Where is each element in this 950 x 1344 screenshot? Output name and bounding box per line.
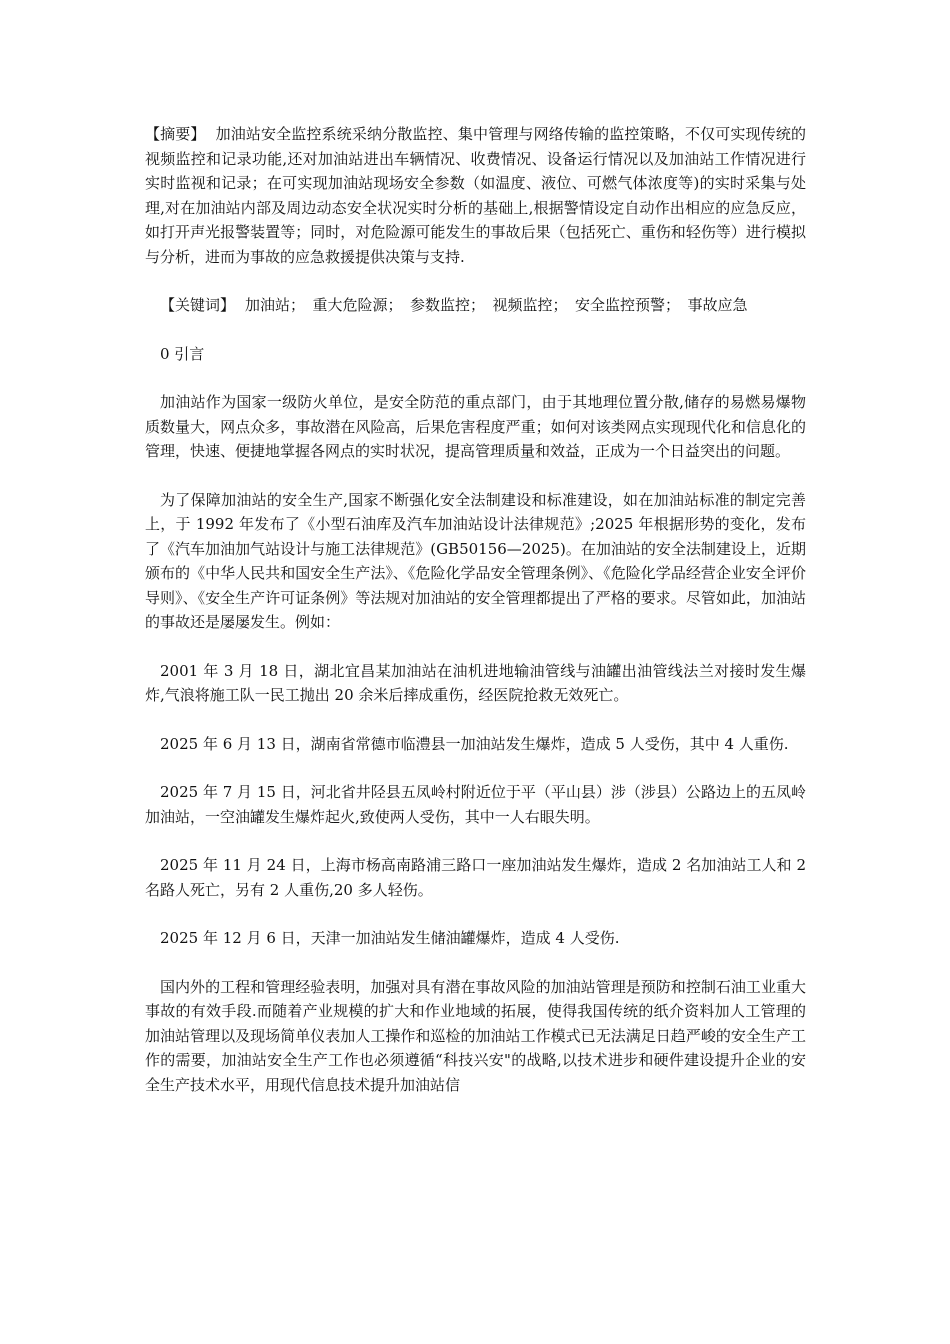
body-paragraph: 国内外的工程和管理经验表明，加强对具有潜在事故风险的加油站管理是预防和控制石油工业重大事故的有效手段.而随着产业规模的扩大和作业地域的拓展，使得我国传统的纸介资料加人工管理的加油站管理以及现场简单仪表加人工操作和巡检的加油站工作模式已无法满足日趋严峻的安全生产工作的需要，加油站安全生产工作也必须遵循“科技兴安"的战略,以技术进步和硬件建设提升企业的安全生产技术水平，用现代信息技术提升加油站信 bbox=[145, 977, 806, 1094]
paragraph-gap bbox=[145, 464, 806, 488]
paragraph-gap bbox=[145, 756, 806, 780]
abstract-paragraph bbox=[145, 122, 806, 269]
incident-paragraph: 2025 年 11 月 24 日，上海市杨高南路浦三路口一座加油站发生爆炸，造成 2 名加油站工人和 2 名路人死亡，另有 2 人重伤,20 多人轻伤。 bbox=[145, 856, 806, 899]
paragraph-gap bbox=[145, 366, 806, 390]
body-paragraph: 加油站作为国家一级防火单位，是安全防范的重点部门，由于其地理位置分散,储存的易燃易爆物质数量大，网点众多，事故潜在风险高，后果危害程度严重；如何对该类网点实现现代化和信息化的管理，快速、便捷地掌握各网点的实时状况，提高管理质量和效益，正成为一个日益突出的问题。 bbox=[145, 393, 806, 460]
paragraph-gap bbox=[145, 635, 806, 659]
document-page bbox=[145, 122, 806, 1097]
incident-paragraph: 2001 年 3 月 18 日，湖北宜昌某加油站在油机进地输油管线与油罐出油管线法兰对接时发生爆炸,气浪将施工队一民工抛出 20 余米后摔成重伤，经医院抢救无效死亡。 bbox=[145, 661, 806, 704]
paragraph-gap bbox=[145, 318, 806, 342]
paragraph-gap bbox=[145, 902, 806, 926]
section-title: 0 引言 bbox=[160, 344, 205, 363]
keywords-label: 【关键词】 bbox=[160, 296, 236, 314]
incident-paragraph: 2025 年 6 月 13 日，湖南省常德市临澧县一加油站发生爆炸，造成 5 人受伤，其中 4 人重伤. bbox=[160, 734, 789, 753]
abstract-label: 【摘要】 bbox=[145, 125, 206, 143]
paragraph-gap bbox=[145, 708, 806, 732]
body-paragraph: 为了保障加油站的安全生产,国家不断强化安全法制建设和标准建设，如在加油站标准的制定完善上，于 1992 年发布了《小型石油库及汽车加油站设计法律规范》;2025 年根据形势的变化，发布了《汽车加油加气站设计与施工法律规范》(GB50156—2025)。在加油站的安全法制建设上，近期颁布的《中华人民共和国安全生产法》、《危险化学品安全管理条例》、《危险化学品经营企业安全评价导则》、《安全生产许可证条例》等法规对加油站的安全管理都提出了严格的要求。尽管如此，加油站的事故还是屡屡发生。例如： bbox=[145, 490, 806, 631]
keywords-paragraph bbox=[145, 293, 806, 318]
incident-paragraph: 2025 年 7 月 15 日，河北省井陉县五凤岭村附近位于平（平山县）涉（涉县）公路边上的五凤岭加油站，一空油罐发生爆炸起火,致使两人受伤，其中一人右眼失明。 bbox=[145, 783, 806, 826]
abstract-text: 加油站安全监控系统采纳分散监控、集中管理与网络传输的监控策略，不仅可实现传统的视频监控和记录功能,还对加油站进出车辆情况、收费情况、设备运行情况以及加油站工作情况进行实时监视和记录；在可实现加油站现场安全参数（如温度、液位、可燃气体浓度等)的实时采集与处理,对在加油站内部及周边动态安全状况实时分析的基础上,根据警情设定自动作出相应的应急反应，如打开声光报警装置等；同时，对危险源可能发生的事故后果（包括死亡、重伤和轻伤等）进行模拟与分析，进而为事故的应急救援提供决策与支持. bbox=[145, 125, 806, 266]
paragraph-gap bbox=[145, 951, 806, 975]
incident-paragraph: 2025 年 12 月 6 日，天津一加油站发生储油罐爆炸，造成 4 人受伤. bbox=[160, 929, 620, 947]
paragraph-gap bbox=[145, 829, 806, 853]
keywords-text: 加油站； 重大危险源； 参数监控； 视频监控； 安全监控预警； 事故应急 bbox=[245, 296, 748, 314]
paragraph-gap bbox=[145, 269, 806, 293]
